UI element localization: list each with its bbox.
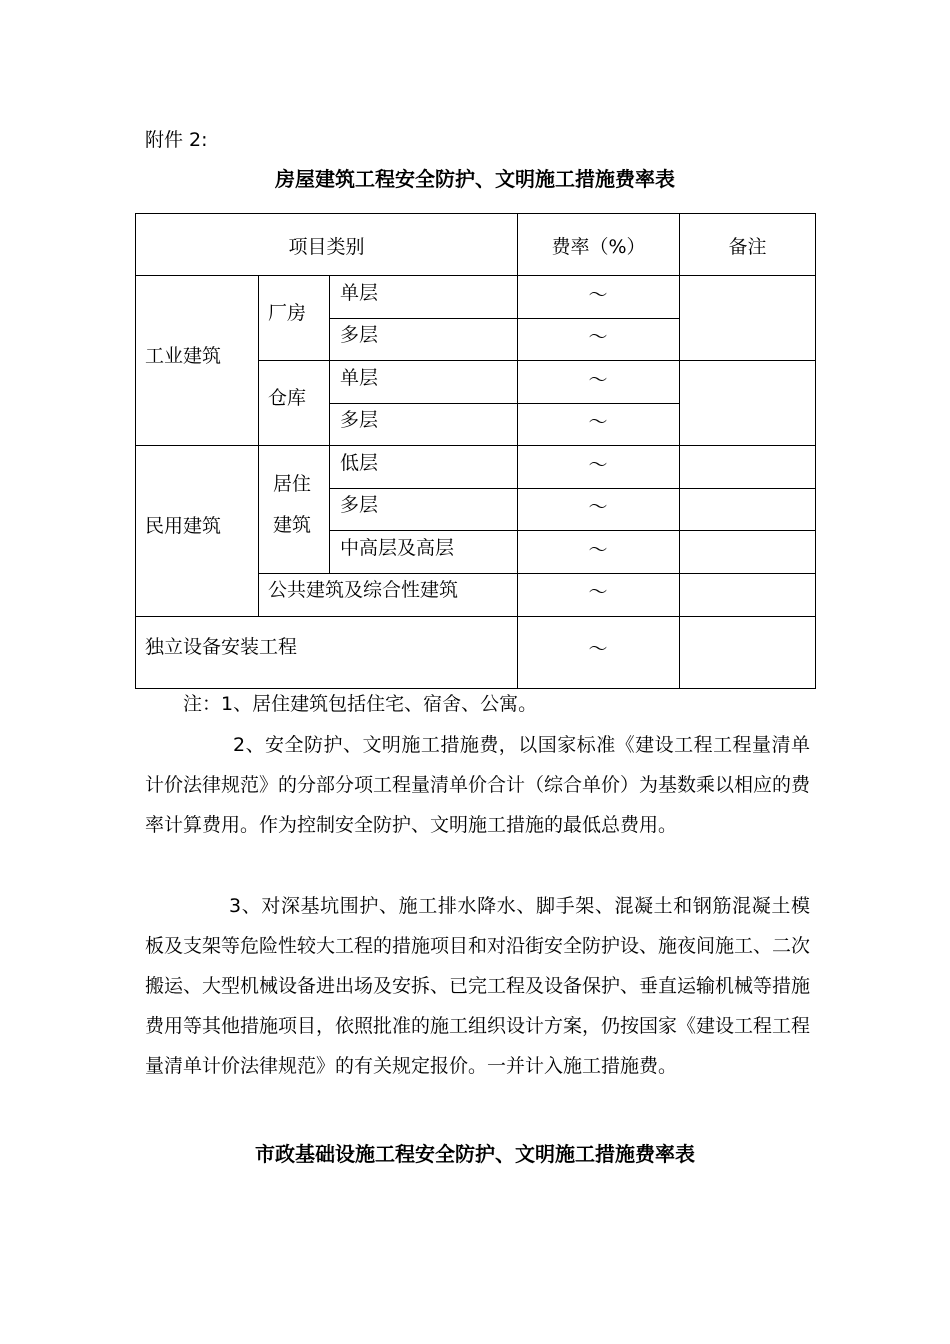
workshop-label: 厂房 (268, 302, 307, 324)
residential-low-rise-rate: ～ (588, 454, 608, 476)
table-rule (135, 275, 816, 276)
table-title: 房屋建筑工程安全防护、文明施工措施费率表 (275, 167, 675, 191)
equipment-installation-rate: ～ (588, 638, 608, 660)
residential-multi-story-rate: ～ (588, 496, 608, 518)
note-2: 2、安全防护、文明施工措施费，以国家标准《建设工程工程量清单计价法律规范》的分部分项工程量清单价合计（综合单价）为基数乘以相应的费率计算费用。作为控制安全防护、文明施工措施的最低总费用。 (145, 734, 811, 836)
table-rule (258, 275, 259, 616)
table-rule (329, 488, 816, 489)
table-rule (329, 275, 330, 573)
table-rule (135, 445, 816, 446)
public-building-rate: ～ (588, 581, 608, 603)
header-remarks: 备注 (728, 236, 767, 258)
table-border (815, 213, 816, 689)
residential-label-line1: 居住 (273, 473, 312, 495)
warehouse-multi-story-rate: ～ (588, 411, 608, 433)
residential-multi-story: 多层 (340, 494, 379, 516)
warehouse-label: 仓库 (268, 387, 307, 409)
residential-low-rise: 低层 (340, 452, 379, 474)
note-1: 注：1、居住建筑包括住宅、宿舍、公寓。 (183, 693, 538, 715)
workshop-single-story-rate: ～ (588, 284, 608, 306)
table-rule (329, 403, 679, 404)
table-border (135, 213, 136, 689)
table-rule (679, 213, 680, 689)
equipment-installation: 独立设备安装工程 (145, 636, 298, 658)
header-rate: 费率（%） (551, 236, 646, 258)
public-building: 公共建筑及综合性建筑 (268, 579, 459, 601)
warehouse-single-story: 单层 (340, 367, 379, 389)
residential-high-rise-rate: ～ (588, 539, 608, 561)
civil-label: 民用建筑 (145, 515, 222, 537)
residential-high-rise: 中高层及高层 (340, 537, 455, 559)
industrial-label: 工业建筑 (145, 345, 222, 367)
header-category: 项目类别 (288, 236, 365, 258)
warehouse-multi-story: 多层 (340, 409, 379, 431)
second-table-title: 市政基础设施工程安全防护、文明施工措施费率表 (255, 1142, 695, 1166)
warehouse-single-story-rate: ～ (588, 369, 608, 391)
table-rule (258, 360, 816, 361)
table-rule (329, 318, 679, 319)
workshop-single-story: 单层 (340, 282, 379, 304)
attachment-label: 附件 2: (145, 129, 208, 151)
table-border (135, 213, 816, 214)
workshop-multi-story-rate: ～ (588, 326, 608, 348)
residential-label-line2: 建筑 (273, 514, 312, 536)
table-rule (329, 530, 816, 531)
table-rule (258, 573, 816, 574)
table-rule (135, 616, 816, 617)
workshop-multi-story: 多层 (340, 324, 379, 346)
note-3: 3、对深基坑围护、施工排水降水、脚手架、混凝土和钢筋混凝土模板及支架等危险性较大工程的措施项目和对沿街安全防护设、施夜间施工、二次搬运、大型机械设备进出场及安拆、已完工程及设备保护、垂直运输机械等措施费用等其他措施项目，依照批准的施工组织设计方案，仍按国家《建设工程工程量清单计价法律规范》的有关规定报价。一并计入施工措施费。 (145, 895, 811, 1077)
